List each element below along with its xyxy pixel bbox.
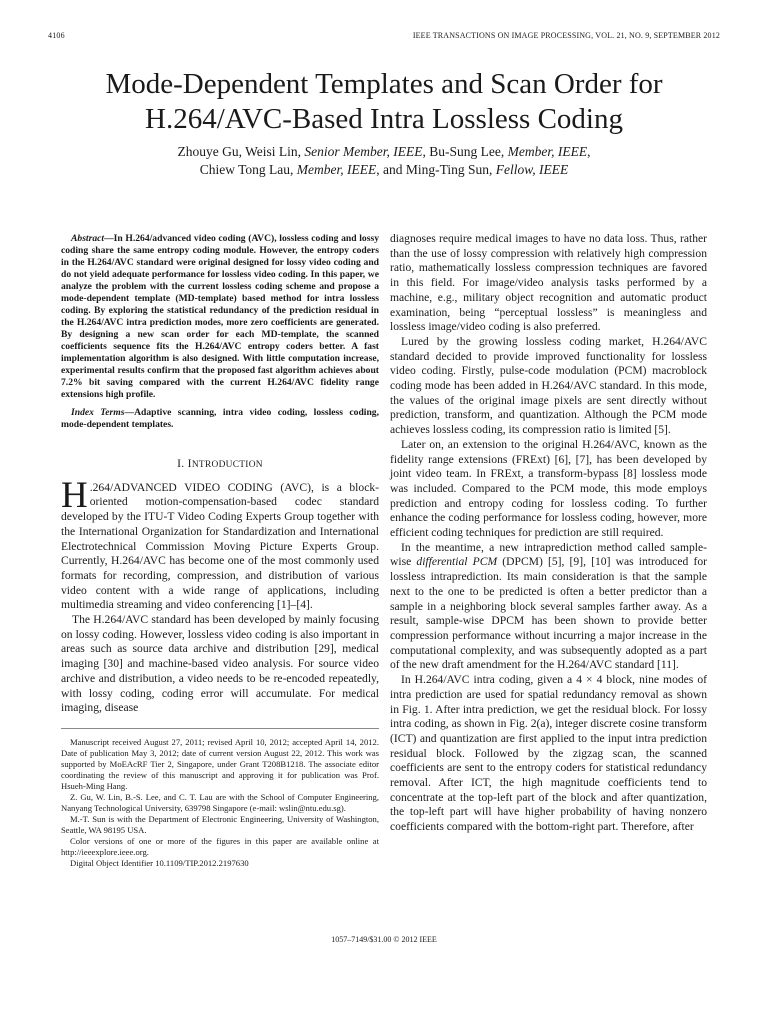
journal-header: IEEE TRANSACTIONS ON IMAGE PROCESSING, VOL. 21, NO. 9, SEPTEMBER 2012 (412, 31, 720, 40)
author-role-4: Fellow, IEEE (495, 161, 569, 177)
author-names-4: , and Ming-Ting Sun, (376, 161, 496, 177)
body-paragraph-5: In H.264/AVC intra coding, given a 4 × 4 block, nine modes of intra prediction are used for spatial redundancy removal as shown in Fig. 1. After intra prediction, we get the residual block. For lossy intra coding, as shown in Fig. 2(a), integer discrete cosine transform (ICT) and quantization are first applied to the input intra prediction residual block. Followed by the zigzag scan, the scanned coefficients are sent to the entropy coders for statistical redundancy removal. After ICT, the high magnitude coefficients tend to concentrate at the top-left part of the block and after quantization, the top-left part will have higher probability of having nonzero coefficients compared with the bottom-right part. Therefore, after (390, 673, 707, 834)
abstract-text: —In H.264/advanced video coding (AVC), lossless coding and lossy coding share the same entropy coding module. However, the entropy coders in the H.264/AVC standard were original designed for lossy video coding and do not yield adequate performance for lossless video coding. In this paper, we analyze the problem with the current lossless coding scheme and propose a mode-dependent template (MD-template) based method for intra lossless coding. By exploring the statistical redundancy of the prediction residual in the H.264/AVC intra prediction modes, more zero coefficients are generated. By designing a new scan order for each MD-template, the scanned coefficients sequence fits the H.264/AVC entropy coders better. A fast implementation algorithm is also designed. With little computation increase, experimental results confirm that the proposed fast algorithm achieves about 7.2% bit saving compared with the current H.264/AVC fidelity range extensions high profile. (61, 233, 379, 400)
author-role-2: Member, IEEE (507, 144, 588, 159)
index-terms-label: Index Terms (71, 407, 125, 418)
author-role-1: Senior Member, IEEE (304, 144, 423, 159)
left-column (61, 233, 379, 869)
drop-cap: H (61, 474, 88, 516)
index-terms (61, 407, 379, 431)
index-terms-text: —Adaptive scanning, intra video coding, lossless coding, mode-dependent templates. (61, 407, 379, 430)
body-paragraph-3: Later on, an extension to the original H.264/AVC, known as the fidelity range extensions (FRExt) [6], [7], has been developed by joint video team. In FRExt, a transform-bypass [8] lossless mode was included. Compared to the PCM mode, this mode employs prediction and entropy coding for lossless coding. To further enhance the coding performance for lossless coding, however, more efficient coding techniques for prediction are still required. (390, 437, 707, 540)
author-names-2: , Bu-Sung Lee, (422, 144, 508, 159)
body-paragraph-4-end: (DPCM) [5], [9], [10] was introduced for lossless intraprediction. Its main consideration is that the sample next to the one to be predicted is often a better predictor than a sample in a neighboring block several samples farther away. As a result, sample-wise DPCM has been shown to provide better compression performance without incurring a major increase in the computational complexity, and was subsequently adopted as a part of the new draft amendment for the H.264/AVC standard [11]. (390, 555, 708, 672)
body-paragraph-4-italic: differential PCM (416, 555, 498, 569)
author-line-2 (40, 161, 728, 179)
body-paragraph-4 (390, 541, 707, 673)
author-line-1 (40, 143, 728, 161)
right-column (390, 232, 707, 835)
footnote-color: Color versions of one or more of the figures in this paper are available online at http://ieeexplore.ieee.org. (61, 835, 379, 857)
author-names-3: Chiew Tong Lau, (199, 161, 297, 177)
paper-title (40, 67, 728, 137)
body-paragraph-4-start: In the meantime, a new intraprediction method called sample-wise (390, 540, 707, 569)
author-names-1: Zhouye Gu, Weisi Lin, (177, 144, 305, 159)
intro-paragraph-1-text: .264/ADVANCED VIDEO CODING (AVC), is a block-oriented motion-compensation-based codec standard developed by the ITU-T Video Coding Experts Group together with the International Organization for Standardization and International Electrotechnical Commission Moving Picture Experts Group. Currently, H.264/AVC has become one of the most commonly used formats for recording, compression, and distribution of various video content with a wide range of applications, including multimedia streaming and video conferencing [1]–[4]. (61, 480, 379, 612)
footnote-affiliation-2: M.-T. Sun is with the Department of Electronic Engineering, University of Washington, Seattle, WA 98195 USA. (61, 813, 379, 835)
page-number: 4106 (48, 31, 65, 40)
section-numeral: I. I (177, 457, 192, 470)
footnote-doi: Digital Object Identifier 10.1109/TIP.2012.2197630 (70, 857, 249, 868)
abstract (61, 233, 379, 401)
section-heading-introduction (61, 457, 379, 473)
intro-paragraph-1 (61, 474, 379, 613)
footnote-manuscript: Manuscript received August 27, 2011; revised April 10, 2012; accepted April 14, 2012. Date of publication May 3, 2012; date of current version August 22, 2012. This work was supported by MoEAcRF Tier 2, Singapore, under Grant T208B1218. The associate editor coordinating the review of this manuscript and approving it for publication was Prof. Hsueh-Ming Hang. (61, 736, 379, 791)
author-role-3: Member, IEEE (296, 161, 377, 177)
author-separator: , (587, 144, 591, 159)
footnote-affiliation-1: Z. Gu, W. Lin, B.-S. Lee, and C. T. Lau are with the School of Computer Engineering, Nanyang Technological University, 639798 Singapore (e-mail: wslin@ntu.edu.sg). (61, 791, 379, 813)
footnotes (61, 728, 379, 869)
section-title-rest: NTRODUCTION (191, 460, 263, 470)
abstract-label: Abstract (71, 233, 105, 244)
author-list (40, 143, 728, 178)
copyright-footer: 1057–7149/$31.00 © 2012 IEEE (331, 935, 437, 944)
title-line-1: Mode-Dependent Templates and Scan Order for (105, 68, 663, 100)
body-paragraph-2: Lured by the growing lossless coding market, H.264/AVC standard decided to provide improved functionality for lossless video coding. Firstly, pulse-code modulation (PCM) macroblock coding mode has been added in H.264/AVC standard. In this mode, the values of the original image pixels are sent directly without prediction, transform, and quantization. Although the PCM mode achieves lossless coding, its compression ratio is limited [5]. (390, 334, 707, 437)
intro-paragraph-2: The H.264/AVC standard has been developed by mainly focusing on lossy coding. However, lossless video coding is also important in areas such as source data archive and distribution [29], medical imaging [30] and machine-based video analysis. For source video archive and distribution, a video needs to be re-encoded repeatedly, with lossy coding, coding error will accumulate. For medical imaging, disease (61, 613, 379, 715)
body-paragraph-1: diagnoses require medical images to have no data loss. Thus, rather than the use of lossy compression with relatively high compression ratio, mathematically lossless compression techniques are favored in this field. For image/video analysis tasks performed by a machine, e.g., military object recognition and automatic product examination, being “perceptual lossless” is meaningless and lossless image/video coding is also preferred. (390, 232, 707, 334)
title-line-2: H.264/AVC-Based Intra Lossless Coding (145, 103, 623, 135)
